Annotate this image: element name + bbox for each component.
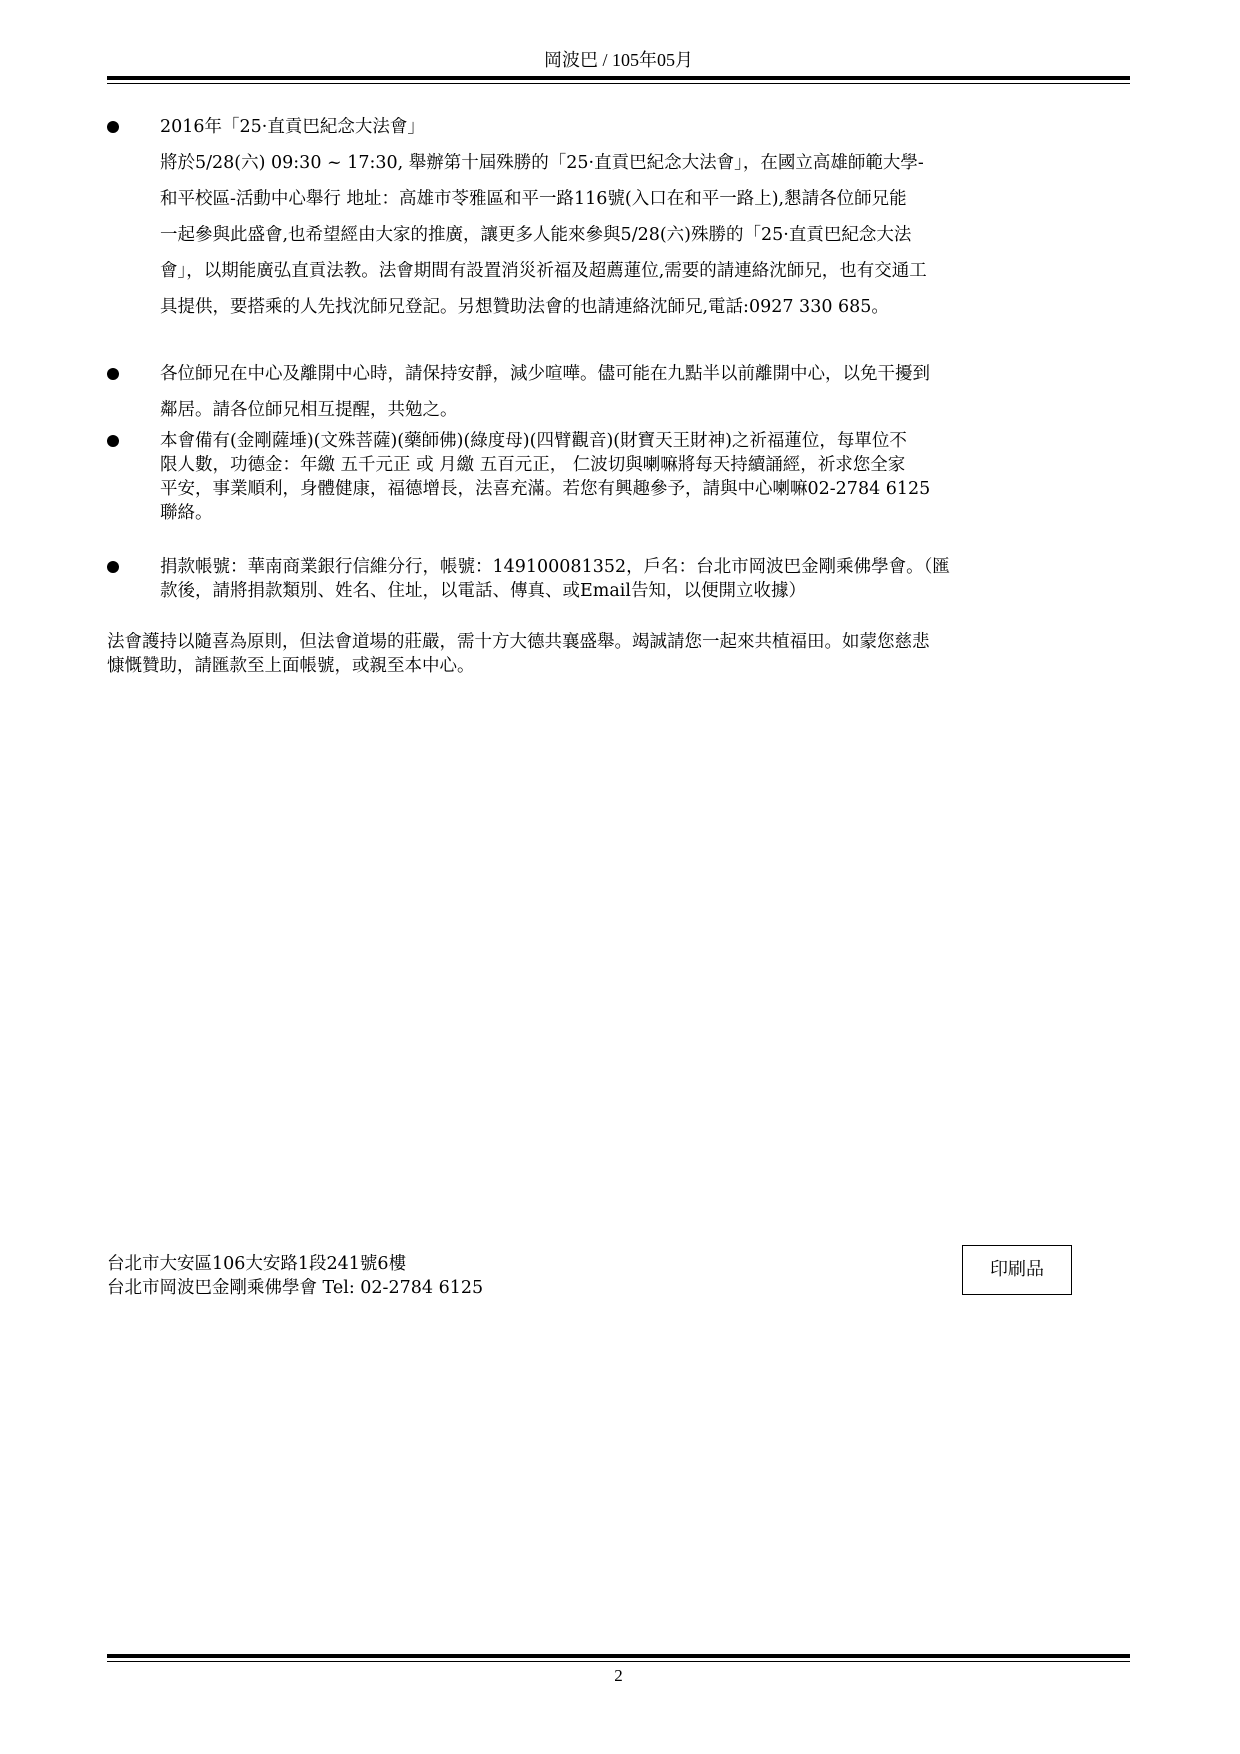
item-line: 將於5/28(六) 09:30 ~ 17:30, 舉辦第十屆殊勝的「25·直貢巴紀念大法會」，在國立高雄師範大學- [160,153,924,173]
header-rule [107,76,1130,80]
closing-line: 法會護持以隨喜為原則，但法會道場的莊嚴，需十方大德共襄盛舉。竭誠請您一起來共植福田。如蒙您慈悲 [107,632,930,652]
item-line: 限人數，功德金：年繳 五千元正 或 月繳 五百元正， 仁波切與喇嘛將每天持續誦經，祈求您全家 [160,455,906,475]
item-blessing-lotus [160,429,1160,525]
footer-rule [107,1654,1130,1658]
item-line: 款後，請將捐款類別、姓名、住址，以電話、傳真、或Email告知，以便開立收據） [160,581,806,601]
address-line: 台北市岡波巴金剛乘佛學會 Tel: 02-2784 6125 [107,1278,484,1298]
item-line: 2016年「25·直貢巴紀念大法會」 [160,117,425,137]
page-number: 2 [614,1666,623,1685]
closing-line: 慷慨贊助，請匯款至上面帳號，或親至本中心。 [107,656,475,676]
item-line: 會」，以期能廣弘直貢法教。法會期間有設置消災祈福及超薦蓮位,需要的請連絡沈師兄，也有交通工 [160,261,927,281]
item-line: 聯絡。 [160,503,213,523]
item-line: 和平校區-活動中心舉行 地址：高雄市苓雅區和平一路116號(入口在和平一路上),懇請各位師兄能 [160,189,907,209]
footer-address [107,1252,483,1300]
item-line: 一起參與此盛會,也希望經由大家的推廣，讓更多人能來參與5/28(六)殊勝的「25·直貢巴紀念大法 [160,225,912,245]
item-line: 捐款帳號：華南商業銀行信維分行，帳號：149100081352，戶名：台北市岡波巴金剛乘佛學會。（匯 [160,557,950,577]
item-line: 本會備有(金剛薩埵)(文殊菩薩)(藥師佛)(綠度母)(四臂觀音)(財寶天王財神)之祈福蓮位，每單位不 [160,431,907,451]
page-header-title: 岡波巴 / 105年05月 [543,50,693,70]
closing-paragraph [107,630,1157,678]
footer-rule-thin [107,1661,1130,1662]
address-line: 台北市大安區106大安路1段241號6樓 [107,1254,407,1274]
bullet-icon [107,561,119,573]
bullet-icon [107,121,119,133]
item-donation-account [160,555,1160,603]
header-rule-thin [107,83,1130,84]
item-dharma-assembly [160,109,1160,325]
item-line: 平安，事業順利，身體健康，福德增長，法喜充滿。若您有興趣參予，請與中心喇嘛02-2784 6125 [160,479,931,499]
item-quiet-notice [160,356,1160,428]
item-line: 各位師兄在中心及離開中心時，請保持安靜，減少喧嘩。儘可能在九點半以前離開中心，以免干擾到 [160,364,930,384]
bullet-icon [107,435,119,447]
item-line: 具提供，要搭乘的人先找沈師兄登記。另想贊助法會的也請連絡沈師兄,電話:0927 330 685。 [160,297,889,317]
item-line: 鄰居。請各位師兄相互提醒，共勉之。 [160,400,458,420]
bullet-icon [107,368,119,380]
printed-matter-stamp: 印刷品 [962,1245,1072,1295]
